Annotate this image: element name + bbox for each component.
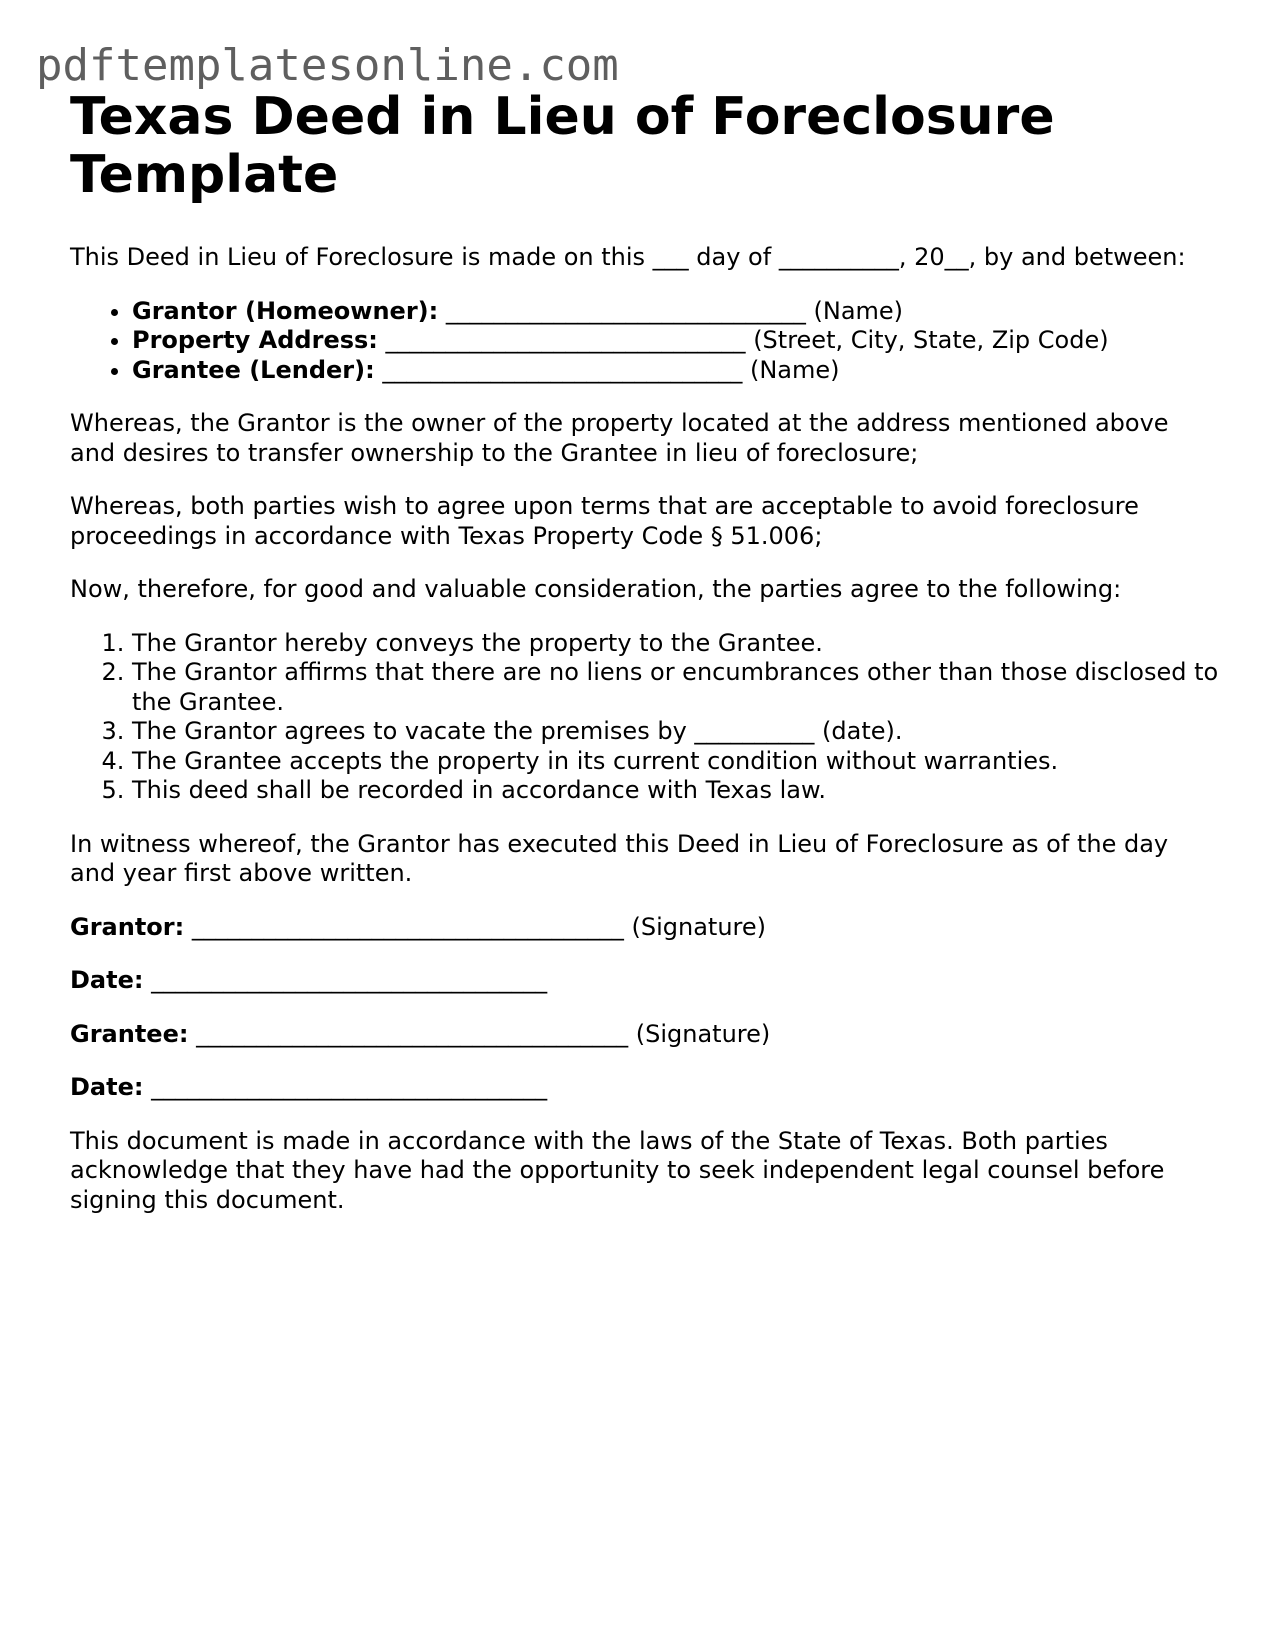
whereas-paragraph-1: Whereas, the Grantor is the owner of the property located at the address mentioned above and desires to transfer ownership to the Grantee in lieu of foreclosure; — [70, 409, 1169, 467]
grantor-date-blank: _________________________________ — [151, 966, 548, 994]
witness-paragraph: In witness whereof, the Grantor has executed this Deed in Lieu of Foreclosure as of the day and year first above written. — [70, 829, 1169, 887]
party-label: Property Address: — [132, 326, 378, 354]
watermark-text: pdftemplatesonline.com — [36, 40, 619, 91]
grantor-date-line — [70, 966, 1220, 996]
grantee-signature-blank: ____________________________________ — [196, 1019, 629, 1048]
party-label: Grantee (Lender): — [132, 355, 375, 384]
party-grantor — [132, 297, 1220, 327]
party-hint: (Street, City, State, Zip Code) — [753, 326, 1109, 354]
grantor-signature-line — [70, 913, 1220, 943]
grantee-date-line — [70, 1073, 1220, 1103]
party-hint: (Name) — [813, 296, 904, 325]
term-item: 3. The Grantor agrees to vacate the premises by __________ (date). — [132, 717, 1220, 747]
party-hint: (Name) — [749, 355, 840, 384]
grantor-date-label: Date: — [70, 966, 144, 994]
grantee-date-label: Date: — [70, 1073, 144, 1101]
intro-paragraph: This Deed in Lieu of Foreclosure is made on this ___ day of __________, 20__, by and between: — [70, 243, 1186, 271]
whereas-paragraph-2: Whereas, both parties wish to agree upon terms that are acceptable to avoid foreclosure proceedings in accordance with Texas Property Code § 51.006; — [70, 492, 1139, 550]
now-therefore-paragraph: Now, therefore, for good and valuable consideration, the parties agree to the following: — [70, 575, 1122, 603]
party-blank: ______________________________ — [385, 326, 746, 354]
party-label: Grantor (Homeowner): — [132, 296, 439, 325]
term-item: 1. The Grantor hereby conveys the property to the Grantee. — [132, 629, 1220, 659]
term-item: 5. This deed shall be recorded in accordance with Texas law. — [132, 776, 1220, 806]
document-body — [70, 88, 1220, 1239]
grantor-signature-hint: (Signature) — [631, 912, 767, 941]
grantee-date-blank: _________________________________ — [151, 1073, 548, 1101]
term-item: 2. The Grantor affirms that there are no liens or encumbrances other than those disclosed to the Grantee. — [132, 658, 1220, 717]
document-title: Texas Deed in Lieu of Foreclosure Template — [70, 87, 1055, 205]
terms-list — [70, 629, 1220, 806]
term-item: 4. The Grantee accepts the property in its current condition without warranties. — [132, 747, 1220, 777]
parties-list — [70, 297, 1220, 386]
party-grantee — [132, 356, 1220, 386]
grantee-signature-hint: (Signature) — [635, 1019, 771, 1048]
grantee-signature-line — [70, 1020, 1220, 1050]
party-property-address — [132, 326, 1220, 356]
party-blank: ______________________________ — [382, 355, 743, 384]
closing-paragraph: This document is made in accordance with the laws of the State of Texas. Both parties acknowledge that they have had the opportunity to seek independent legal counsel before signing this document. — [70, 1126, 1165, 1214]
grantor-signature-blank: ____________________________________ — [191, 912, 624, 941]
grantee-signature-label: Grantee: — [70, 1019, 189, 1048]
party-blank: ______________________________ — [445, 296, 806, 325]
grantor-signature-label: Grantor: — [70, 912, 185, 941]
